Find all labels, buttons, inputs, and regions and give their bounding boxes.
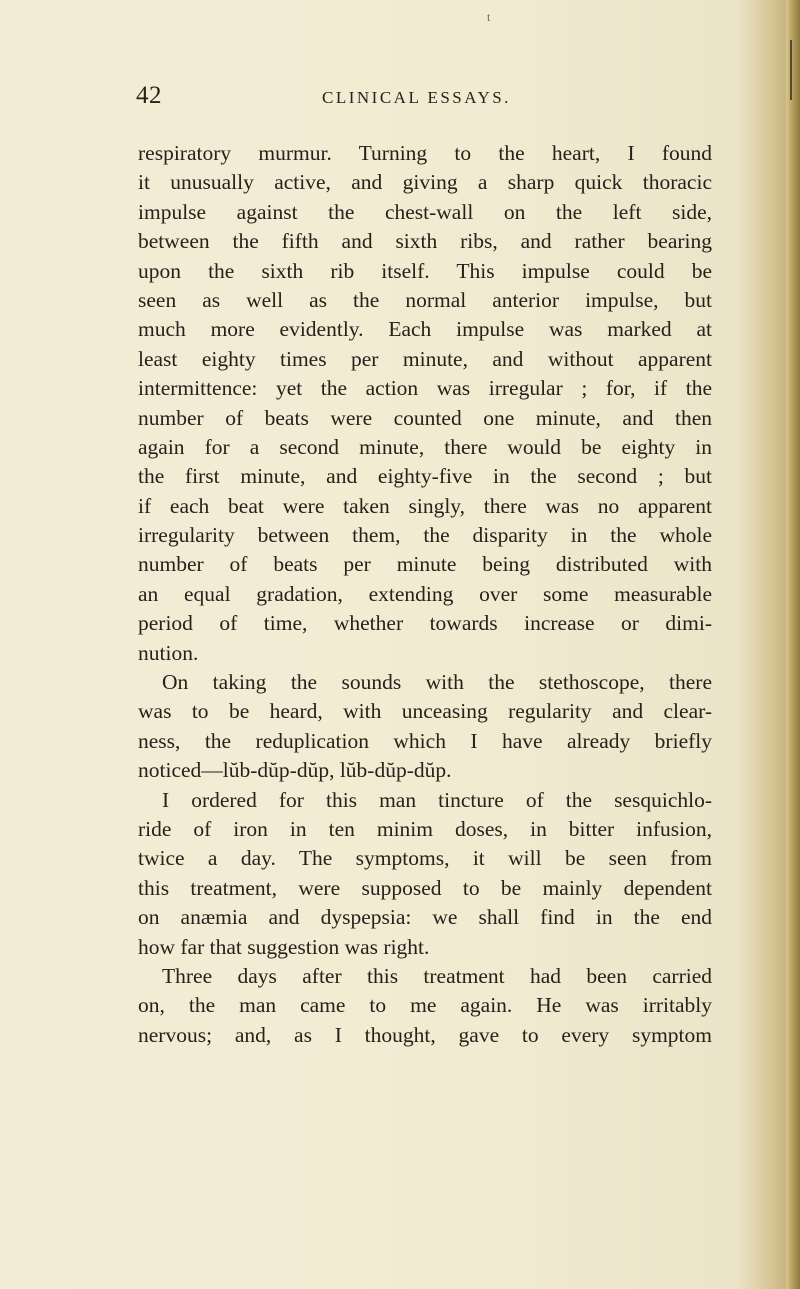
text-line: period of time, whether towards increase or dimi- [138, 611, 712, 636]
text-line: On taking the sounds with the stethoscope, there [162, 670, 712, 695]
text-line: twice a day. The symptoms, it will be seen from [138, 846, 712, 871]
text-line: impulse against the chest-wall on the left side, [138, 199, 712, 224]
text-line: respiratory murmur. Turning to the heart, I found [138, 141, 712, 165]
text-line: this treatment, were supposed to be mainly dependent [138, 875, 712, 900]
text-line: intermittence: yet the action was irregular ; for, if the [138, 376, 712, 401]
text-line: again for a second minute, there would be eighty in [138, 434, 712, 459]
text-line: irregularity between them, the disparity in the whole [138, 523, 712, 548]
text-line: upon the sixth rib itself. This impulse could be [138, 258, 712, 283]
text-line: on, the man came to me again. He was irritably [138, 993, 712, 1018]
page-top-mark: t [487, 10, 491, 24]
text-line: much more evidently. Each impulse was marked at [138, 317, 712, 342]
text-line: number of beats were counted one minute, and then [138, 405, 712, 430]
text-line: the first minute, and eighty-five in the second ; but [138, 464, 712, 489]
text-line: I ordered for this man tincture of the sesquichlo- [162, 787, 712, 812]
page-edge-mark [790, 40, 792, 100]
running-head: CLINICAL ESSAYS. [322, 88, 511, 107]
body-text [138, 139, 712, 1050]
text-line: least eighty times per minute, and without apparent [138, 346, 712, 371]
page-number: 42 [136, 82, 162, 109]
page-edge-shadow [786, 0, 800, 1289]
text-line: how far that suggestion was right. [138, 934, 430, 959]
text-line: it unusually active, and giving a sharp quick thoracic [138, 170, 712, 195]
text-line: was to be heard, with unceasing regularity and clear- [138, 699, 712, 724]
page-header [0, 82, 800, 112]
text-line: on anæmia and dyspepsia: we shall find in the end [138, 905, 712, 930]
text-line: nution. [138, 640, 199, 665]
text-line: noticed—lŭb-dŭp-dŭp, lŭb-dŭp-dŭp. [138, 758, 452, 783]
text-line: ride of iron in ten minim doses, in bitter infusion, [138, 816, 712, 841]
text-line: an equal gradation, extending over some measurable [138, 581, 712, 606]
text-line: seen as well as the normal anterior impulse, but [138, 287, 712, 312]
text-line: Three days after this treatment had been carried [162, 963, 712, 988]
text-line: number of beats per minute being distributed with [138, 552, 712, 577]
text-line: between the fifth and sixth ribs, and rather bearing [138, 229, 712, 254]
text-line: ness, the reduplication which I have already briefly [138, 728, 712, 753]
text-line: if each beat were taken singly, there was no apparent [138, 493, 712, 518]
text-line: nervous; and, as I thought, gave to every symptom [138, 1022, 712, 1047]
